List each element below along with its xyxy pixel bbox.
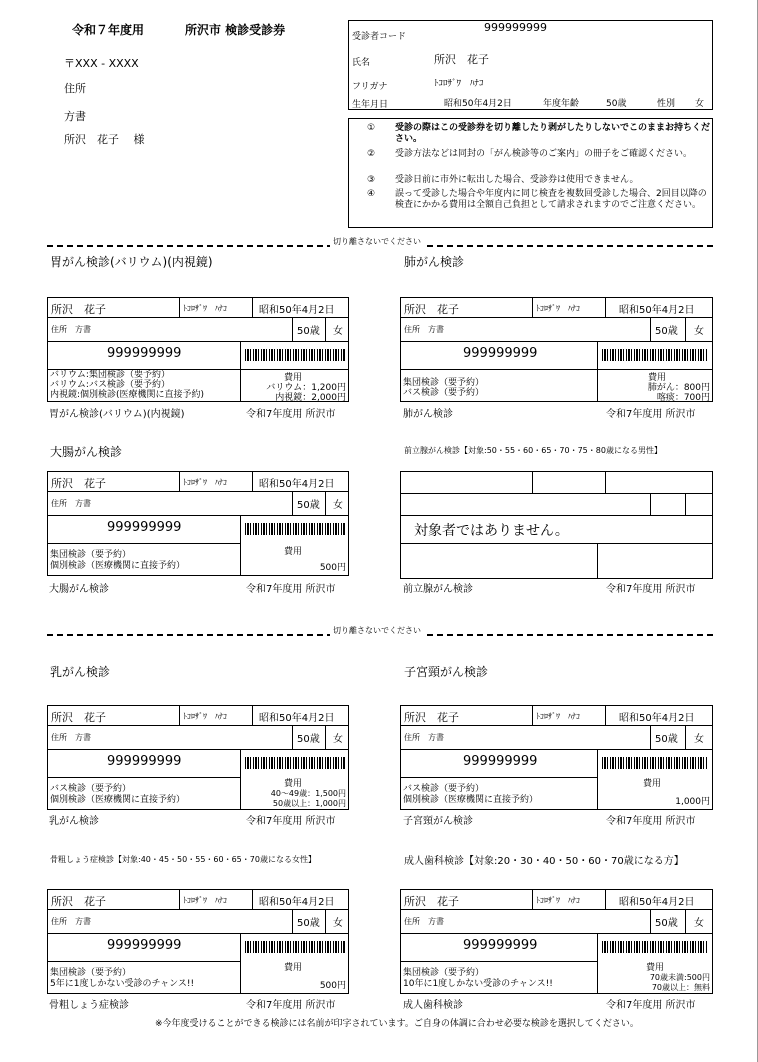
method-1: バス検診（要予約） (403, 784, 485, 794)
fee-label: 費用 (646, 963, 665, 973)
card-name: 所沢 花子 (51, 895, 106, 908)
card-age: 50歳 (297, 326, 320, 337)
dob-value: 昭和50年4月2日 (444, 99, 512, 109)
method-1: バリウム:集団検診（要予約） (50, 370, 170, 380)
footer-cervical: 子宮頸がん検診 (403, 816, 473, 827)
card-dob: 昭和50年4月2日 (259, 713, 335, 724)
method-2: バリウム:バス検診（要予約） (50, 380, 170, 390)
footnote: ※今年度受けることができる検診には名前が印字されています。ご自身の体調に合わせ必要な検診を選択してください。 (155, 1019, 639, 1029)
barcode (245, 523, 345, 535)
fee-1: 肺がん：800円 (647, 383, 710, 393)
card-age: 50歳 (297, 500, 320, 511)
card-kana: ﾄｺﾛｻﾞﾜ ﾊﾅｺ (183, 478, 227, 487)
kana-value: ﾄｺﾛｻﾞﾜ ﾊﾅｺ (434, 79, 484, 89)
notes-box (348, 118, 713, 228)
card-age: 50歳 (297, 734, 320, 745)
card-kana: ﾄｺﾛｻﾞﾜ ﾊﾅｺ (183, 304, 227, 313)
card-dob: 昭和50年4月2日 (619, 897, 695, 908)
card-breast (47, 705, 349, 810)
note-4-num: ④ (367, 189, 376, 199)
card-address: 住所 方書 (404, 325, 444, 334)
card-address: 住所 方書 (404, 733, 444, 742)
title-year: 令和７年度用 (72, 23, 145, 37)
footer-colon: 大腸がん検診 (49, 584, 109, 595)
card-code: 999999999 (107, 520, 182, 535)
card-dob: 昭和50年4月2日 (259, 479, 335, 490)
card-address: 住所 方書 (51, 733, 91, 742)
footer-lung-right: 令和7年度用 所沢市 (606, 409, 696, 420)
age-value: 50歳 (606, 99, 627, 109)
fee-label: 費用 (284, 373, 303, 383)
footer-osteo-right: 令和7年度用 所沢市 (246, 1000, 336, 1011)
heading-breast: 乳がん検診 (50, 665, 111, 679)
katagaki-label: 方書 (64, 110, 86, 123)
card-stomach (47, 297, 349, 402)
barcode (602, 349, 708, 361)
card-address: 住所 方書 (51, 325, 91, 334)
method-3: 内視鏡:個別検診(医療機関に直接予約) (50, 390, 205, 400)
method-2: 10年に1度しかない受診のチャンス!! (403, 979, 553, 989)
card-address: 住所 方書 (404, 917, 444, 926)
heading-prostate: 前立腺がん検診【対象:50・55・60・65・70・75・80歳になる男性】 (404, 446, 662, 455)
card-sex: 女 (333, 500, 343, 511)
footer-dental-right: 令和7年度用 所沢市 (606, 1000, 696, 1011)
card-sex: 女 (694, 918, 704, 929)
note-2-num: ② (367, 149, 376, 159)
fee-2: 50歳以上：1,000円 (272, 799, 346, 808)
cut-label-1: 切り離さないでください (330, 236, 424, 247)
footer-cervical-right: 令和7年度用 所沢市 (606, 816, 696, 827)
dob-label: 生年月日 (352, 100, 389, 110)
code-value: 999999999 (484, 21, 547, 34)
fee-2: 内視鏡：2,000円 (275, 393, 346, 403)
card-code: 999999999 (463, 938, 538, 953)
card-name: 所沢 花子 (404, 895, 459, 908)
card-kana: ﾄｺﾛｻﾞﾜ ﾊﾅｺ (536, 304, 580, 313)
footer-osteo: 骨粗しょう症検診 (49, 1000, 129, 1011)
kana-label: フリガナ (352, 82, 388, 92)
card-cervical (400, 705, 713, 810)
card-code: 999999999 (463, 346, 538, 361)
fee-label: 費用 (643, 779, 662, 789)
method-1: バス検診（要予約） (50, 784, 132, 794)
footer-breast-right: 令和7年度用 所沢市 (246, 816, 336, 827)
barcode (245, 941, 345, 953)
card-age: 50歳 (655, 326, 678, 337)
card-code: 999999999 (107, 754, 182, 769)
card-name: 所沢 花子 (51, 711, 106, 724)
cut-label-2: 切り離さないでください (330, 625, 424, 636)
card-sex: 女 (333, 918, 343, 929)
card-dental (400, 889, 713, 994)
fee-1: 500円 (319, 981, 346, 991)
card-name: 所沢 花子 (51, 477, 106, 490)
heading-colon: 大腸がん検診 (50, 445, 123, 459)
address-label: 住所 (64, 82, 86, 95)
footer-stomach: 胃がん検診(バリウム)(内視鏡) (49, 409, 185, 420)
footer-prostate-right: 令和7年度用 所沢市 (606, 584, 696, 595)
footer-prostate: 前立腺がん検診 (403, 584, 473, 595)
title-city: 所沢市 検診受診券 (185, 23, 286, 37)
fee-1: 1,000円 (675, 797, 710, 807)
method-2: バス検診（要予約） (403, 388, 485, 398)
fee-label: 費用 (284, 963, 303, 973)
footer-stomach-right: 令和7年度用 所沢市 (246, 409, 336, 420)
card-age: 50歳 (655, 918, 678, 929)
fee-2: 70歳以上：無料 (651, 983, 710, 992)
card-code: 999999999 (107, 938, 182, 953)
sex-value: 女 (695, 99, 705, 109)
barcode (245, 349, 345, 361)
card-kana: ﾄｺﾛｻﾞﾜ ﾊﾅｺ (183, 896, 227, 905)
barcode (602, 757, 708, 769)
note-1-text: 受診の際はこの受診券を切り離したり剥がしたりしないでこのままお持ちください。 (395, 123, 711, 144)
heading-dental: 成人歯科検診【対象:20・30・40・50・60・70歳になる方】 (404, 856, 684, 867)
heading-osteo: 骨粗しょう症検診【対象:40・45・50・55・60・65・70歳になる女性】 (50, 855, 316, 864)
sex-label: 性別 (657, 99, 676, 109)
addressee: 所沢 花子 様 (64, 133, 145, 146)
fee-1: 70歳未満:500円 (649, 973, 710, 982)
card-kana: ﾄｺﾛｻﾞﾜ ﾊﾅｺ (536, 712, 580, 721)
heading-lung: 肺がん検診 (404, 255, 465, 269)
fee-label: 費用 (648, 373, 667, 383)
barcode (602, 941, 708, 953)
fee-1: 500円 (319, 563, 346, 573)
note-1-num: ① (367, 123, 376, 133)
fee-2: 喀痰：700円 (656, 393, 710, 403)
card-age: 50歳 (297, 918, 320, 929)
card-colon (47, 471, 349, 576)
card-kana: ﾄｺﾛｻﾞﾜ ﾊﾅｺ (183, 712, 227, 721)
card-dob: 昭和50年4月2日 (259, 305, 335, 316)
barcode (245, 757, 345, 769)
method-2: 個別検診（医療機関に直接予約） (403, 795, 539, 805)
method-1: 集団検診（要予約） (403, 378, 485, 388)
card-name: 所沢 花子 (404, 711, 459, 724)
note-3-num: ③ (367, 175, 376, 185)
card-sex: 女 (694, 326, 704, 337)
footer-dental: 成人歯科検診 (403, 1000, 463, 1011)
note-3-text: 受診日前に市外に転出した場合、受診券は使用できません。 (395, 175, 639, 185)
recipient-info-box (348, 20, 713, 110)
card-lung (400, 297, 713, 402)
card-kana: ﾄｺﾛｻﾞﾜ ﾊﾅｺ (536, 896, 580, 905)
postal-code: 〒XXX - XXXX (64, 57, 139, 70)
method-2: 個別検診（医療機関に直接予約） (50, 795, 186, 805)
heading-stomach: 胃がん検診(バリウム)(内視鏡) (50, 255, 213, 269)
method-1: 集団検診（要予約） (50, 968, 132, 978)
footer-lung: 肺がん検診 (403, 409, 453, 420)
note-2-text: 受診方法などは同封の「がん検診等のご案内」の冊子をご確認ください。 (395, 149, 693, 159)
card-dob: 昭和50年4月2日 (619, 305, 695, 316)
card-dob: 昭和50年4月2日 (619, 713, 695, 724)
fee-1: バリウム：1,200円 (266, 383, 346, 393)
age-label: 年度年齢 (543, 99, 580, 109)
footer-colon-right: 令和7年度用 所沢市 (246, 584, 336, 595)
fee-label: 費用 (284, 779, 303, 789)
note-4-text: 誤って受診した場合や年度内に同じ検査を複数回受診した場合、2回目以降の検査にかかる費用は全額自己負担として請求されますのでご注意ください。 (395, 189, 707, 210)
card-prostate (400, 471, 713, 579)
method-1: 集団検診（要予約） (50, 550, 132, 560)
method-2: 5年に1度しかない受診のチャンス!! (50, 979, 195, 989)
fee-1: 40～49歳：1,500円 (270, 789, 346, 798)
card-code: 999999999 (107, 346, 182, 361)
card-dob: 昭和50年4月2日 (259, 897, 335, 908)
card-code: 999999999 (463, 754, 538, 769)
card-name: 所沢 花子 (51, 303, 106, 316)
method-2: 個別検診（医療機関に直接予約） (50, 561, 186, 571)
card-sex: 女 (333, 734, 343, 745)
card-sex: 女 (333, 326, 343, 337)
fee-label: 費用 (284, 547, 303, 557)
card-address: 住所 方書 (51, 499, 91, 508)
card-name: 所沢 花子 (404, 303, 459, 316)
footer-breast: 乳がん検診 (49, 816, 99, 827)
not-eligible-message: 対象者ではありません。 (414, 523, 569, 539)
name-value: 所沢 花子 (434, 53, 489, 66)
name-label: 氏名 (352, 58, 371, 68)
code-label: 受診者コード (352, 32, 407, 42)
method-1: 集団検診（要予約） (403, 968, 485, 978)
heading-cervical: 子宮頸がん検診 (404, 665, 489, 679)
card-osteo (47, 889, 349, 994)
card-sex: 女 (694, 734, 704, 745)
card-address: 住所 方書 (51, 917, 91, 926)
card-age: 50歳 (655, 734, 678, 745)
